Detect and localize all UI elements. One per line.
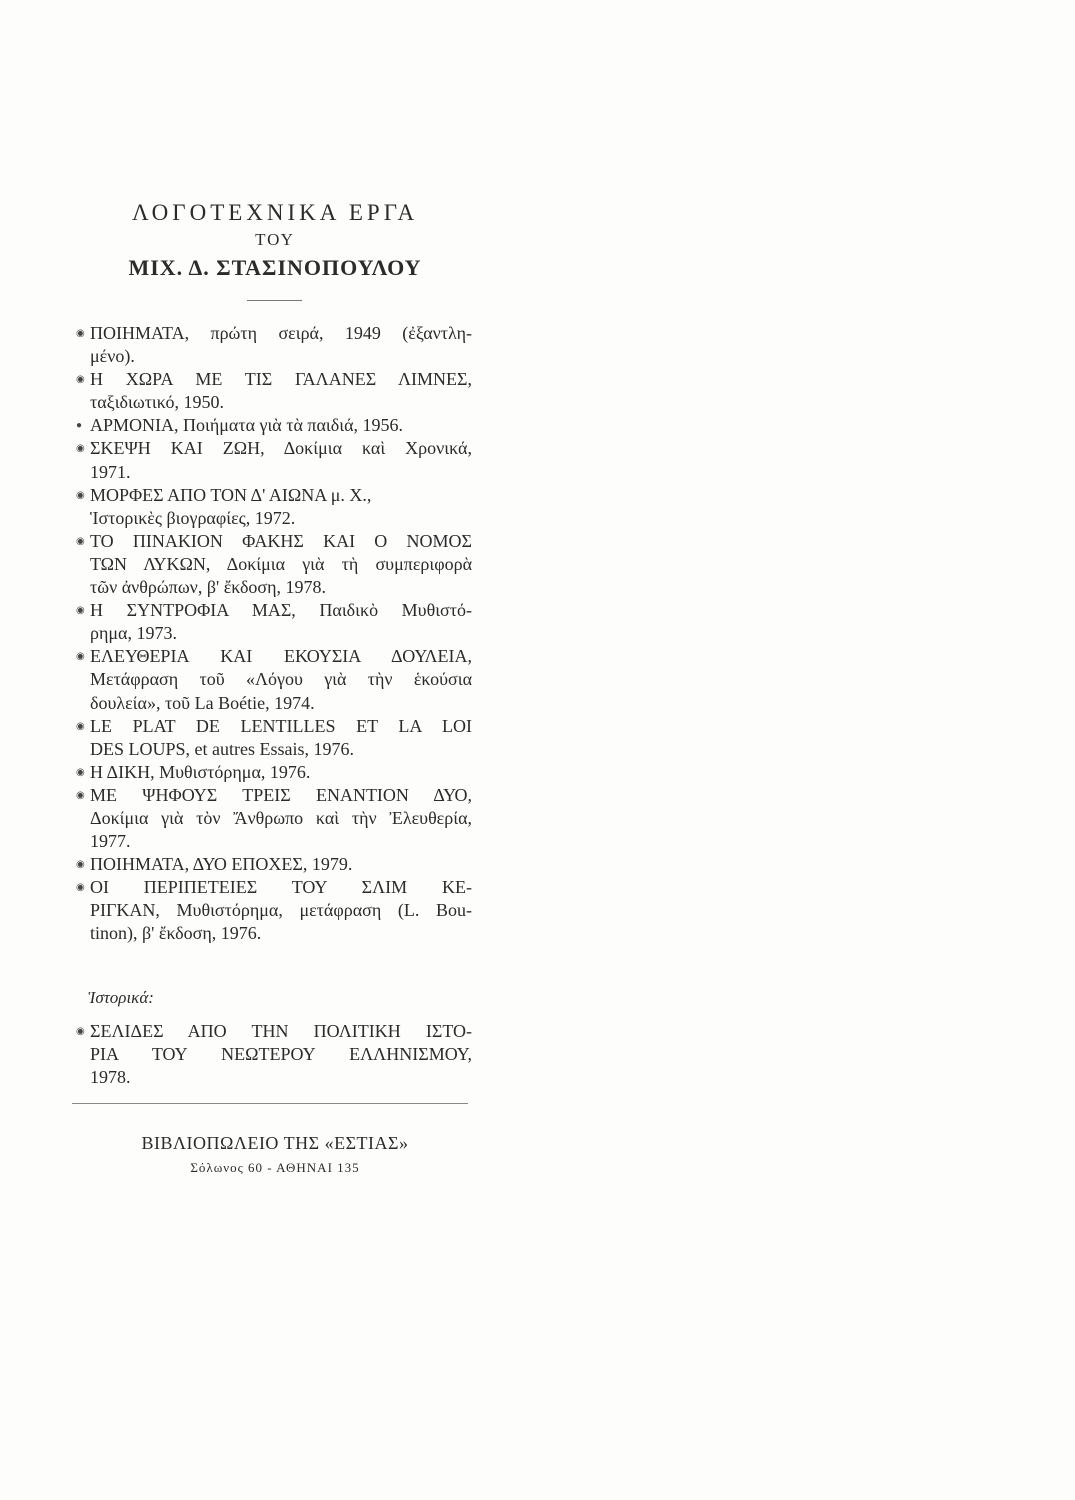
list-item: [76, 761, 472, 784]
entry-line: ΣΕΛΙΔΕΣ ΑΠΟ ΤΗΝ ΠΟΛΙΤΙΚΗ ΙΣΤΟ-: [90, 1021, 472, 1041]
bullet-icon: ◉: [76, 328, 85, 339]
list-item: [76, 853, 472, 876]
bullet-icon: ◉: [76, 651, 85, 663]
list-item: [76, 1020, 472, 1089]
entry-line: τῶν ἀνθρώπων, β' ἔκδοση, 1978.: [90, 577, 327, 598]
publisher-address: Σόλωνος 60 - ΑΘΗΝΑΙ 135: [190, 1160, 360, 1175]
divider-short: [247, 300, 302, 301]
entry-line: ΡΙΓΚΑΝ, Μυθιστόρημα, μετάφραση (L. Bou-: [90, 900, 472, 921]
list-item: [76, 484, 472, 530]
entry-line: ΜΕ ΨΗΦΟΥΣ ΤΡΕΙΣ ΕΝΑΝΤΙΟΝ ΔΥΟ,: [90, 784, 472, 805]
entry-line: ΜΟΡΦΕΣ ΑΠΟ ΤΟΝ Δ' ΑΙΩΝΑ μ. Χ.,: [90, 484, 372, 505]
entry-line: ΠΟΙΗΜΑΤΑ, ΔΥΟ ΕΠΟΧΕΣ, 1979.: [90, 854, 353, 875]
list-item: [76, 715, 472, 761]
entry-line: μένο).: [90, 346, 135, 367]
entry-line: ΤΩΝ ΛΥΚΩΝ, Δοκίμια γιὰ τὴ συμπεριφορὰ: [90, 553, 472, 574]
bullet-icon: ◉: [76, 766, 85, 778]
entry-line: ΠΟΙΗΜΑΤΑ, πρώτη σειρά, 1949 (ἐξαντλη-: [90, 323, 472, 343]
entry-line: 1971.: [90, 461, 131, 482]
entry-line: Η ΔΙΚΗ, Μυθιστόρημα, 1976.: [90, 761, 311, 782]
list-item: [76, 368, 472, 414]
entry-line: ΣΚΕΨΗ ΚΑΙ ΖΩΗ, Δοκίμια καὶ Χρονικά,: [90, 438, 472, 459]
entry-line: ΡΙΑ ΤΟΥ ΝΕΩΤΕΡΟΥ ΕΛΛΗΝΙΣΜΟΥ,: [90, 1044, 472, 1065]
entry-line: ΑΡΜΟΝΙΑ, Ποιήματα γιὰ τὰ παιδιά, 1956.: [90, 415, 404, 436]
entry-line: Ἱστορικὲς βιογραφίες, 1972.: [90, 507, 296, 528]
list-item: [76, 645, 472, 714]
entry-line: Η ΧΩΡΑ ΜΕ ΤΙΣ ΓΑΛΑΝΕΣ ΛΙΜΝΕΣ,: [90, 369, 472, 390]
heading-line-2: ΤΟΥ: [255, 230, 295, 249]
publisher-name: ΒΙΒΛΙΟΠΩΛΕΙΟ ΤΗΣ «ΕΣΤΙΑΣ»: [141, 1133, 409, 1153]
list-item: [76, 414, 472, 437]
list-item: [76, 599, 472, 645]
entry-line: 1977.: [90, 831, 131, 852]
bullet-icon: ◉: [76, 720, 85, 732]
bullet-icon: ◉: [76, 882, 85, 894]
list-item: [76, 530, 472, 599]
list-item: [76, 876, 472, 945]
bullet-icon: ◉: [76, 1026, 85, 1037]
bullet-icon: ◉: [76, 789, 85, 801]
list-item: [76, 322, 472, 368]
entry-line: ταξιδιωτικό, 1950.: [90, 392, 224, 413]
entry-line: δουλεία», τοῦ La Boétie, 1974.: [90, 692, 315, 713]
bullet-icon: ◉: [76, 443, 85, 455]
history-section-title: Ἱστορικά:: [88, 988, 154, 1007]
bullet-icon: ●: [76, 420, 83, 432]
bullet-icon: ◉: [76, 535, 85, 547]
entry-line: ΟΙ ΠΕΡΙΠΕΤΕΙΕΣ ΤΟΥ ΣΛΙΜ ΚΕ-: [90, 877, 472, 898]
entry-line: Η ΣΥΝΤΡΟΦΙΑ ΜΑΣ, Παιδικὸ Μυθιστό-: [90, 600, 472, 621]
entry-line: Δοκίμια γιὰ τὸν Ἄνθρωπο καὶ τὴν Ἐλευθερία,: [90, 807, 472, 828]
entry-line: Μετάφραση τοῦ «Λόγου γιὰ τὴν ἑκούσια: [90, 669, 472, 690]
list-item: [76, 437, 472, 483]
divider-long: [72, 1103, 468, 1104]
bullet-icon: ◉: [76, 489, 85, 501]
list-item: [76, 784, 472, 853]
works-list: [76, 322, 472, 946]
author-name: ΜΙΧ. Δ. ΣΤΑΣΙΝΟΠΟΥΛΟΥ: [128, 255, 422, 280]
heading-line-1: ΛΟΓΟΤΕΧΝΙΚΑ ΕΡΓΑ: [131, 200, 419, 225]
bullet-icon: ◉: [76, 374, 85, 386]
entry-line: ρημα, 1973.: [90, 623, 177, 644]
entry-line: LE PLAT DE LENTILLES ET LA LOI: [90, 715, 472, 736]
entry-line: ΕΛΕΥΘΕΡΙΑ ΚΑΙ ΕΚΟΥΣΙΑ ΔΟΥΛΕΙΑ,: [90, 646, 472, 667]
history-list: [76, 1020, 472, 1089]
entry-line: tinon), β' ἔκδοση, 1976.: [90, 923, 262, 944]
entry-line: 1978.: [90, 1067, 131, 1088]
entry-line: ΤΟ ΠΙΝΑΚΙΟΝ ΦΑΚΗΣ ΚΑΙ Ο ΝΟΜΟΣ: [90, 530, 472, 551]
entry-line: DES LOUPS, et autres Essais, 1976.: [90, 738, 354, 759]
bullet-icon: ◉: [76, 605, 85, 617]
bullet-icon: ◉: [76, 859, 85, 871]
